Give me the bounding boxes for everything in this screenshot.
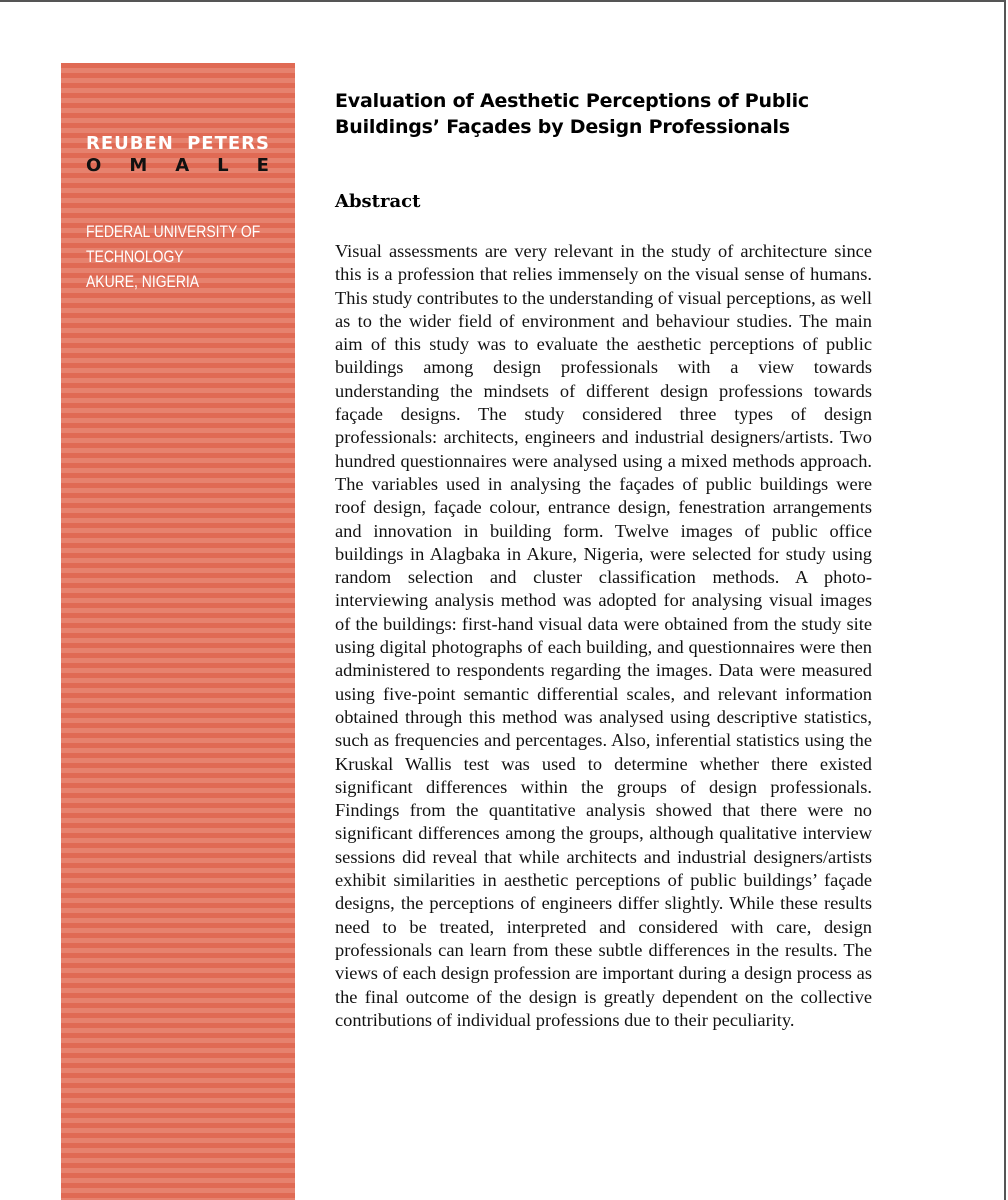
author-middle-name-part: PETERS: [187, 133, 270, 154]
article-main: [335, 88, 872, 1030]
author-sidebar: [61, 63, 295, 1200]
affiliation-line: TECHNOLOGY: [86, 247, 184, 266]
author-first-name: [86, 133, 270, 155]
title-line: Buildings’ Façades by Design Professionals: [335, 116, 790, 138]
author-last-name-letter: M: [129, 155, 149, 176]
author-last-name: [86, 155, 270, 177]
affiliation-line: FEDERAL UNIVERSITY OF: [86, 222, 261, 241]
affiliation-line: AKURE, NIGERIA: [86, 272, 200, 291]
article-title: [335, 88, 872, 140]
abstract-heading: Abstract: [335, 191, 421, 212]
author-last-name-letter: L: [217, 155, 230, 176]
author-last-name-letter: A: [175, 155, 191, 176]
author-affiliation: [86, 219, 261, 294]
abstract-body: Visual assessments are very relevant in the study of architecture since this is a profession that relies immensely on the visual sense of humans. This study contributes to the understanding of visual perceptions, as well as to the wider field of environment and behaviour studies. The main aim of this study was to evaluate the aesthetic perceptions of public buildings among design professionals with a view towards understanding the mindsets of different design professions towards façade designs. The study considered three types of design professionals: architects, engineers and industrial designers/artists. Two hundred questionnaires were analysed using a mixed methods approach. The variables used in analysing the façades of public buildings were roof design, façade colour, entrance design, fenestration arrangements and innovation in building form. Twelve images of public office buildings in Alagbaka in Akure, Nigeria, were selected for study using random selection and cluster classification methods. A photo-interviewing analysis method was adopted for analysing visual images of the buildings: first-hand visual data were obtained from the study site using digital photographs of each building, and questionnaires were then administered to respondents regarding the images. Data were measured using five-point semantic differential scales, and relevant information obtained through this method was analysed using descriptive statistics, such as frequencies and percentages. Also, inferential statistics using the Kruskal Wallis test was used to determine whether there existed significant differences within the groups of design professionals. Findings from the quantitative analysis showed that there were no significant differences among the groups, although qualitative interview sessions did reveal that while architects and industrial designers/artists exhibit similarities in aesthetic perceptions of public buildings’ façade designs, the perceptions of engineers differ slightly. While these results need to be treated, interpreted and considered with care, design professionals can learn from these subtle differences in the results. The views of each design profession are important during a design process as the final outcome of the design is greatly dependent on the collective contributions of individual professions due to their peculiarity.: [335, 241, 872, 1030]
title-line: Evaluation of Aesthetic Perceptions of Public: [335, 90, 809, 112]
author-last-name-letter: O: [86, 155, 103, 176]
author-first-name-part: REUBEN: [86, 133, 174, 154]
author-name: [86, 133, 270, 177]
author-last-name-letter: E: [256, 155, 270, 176]
